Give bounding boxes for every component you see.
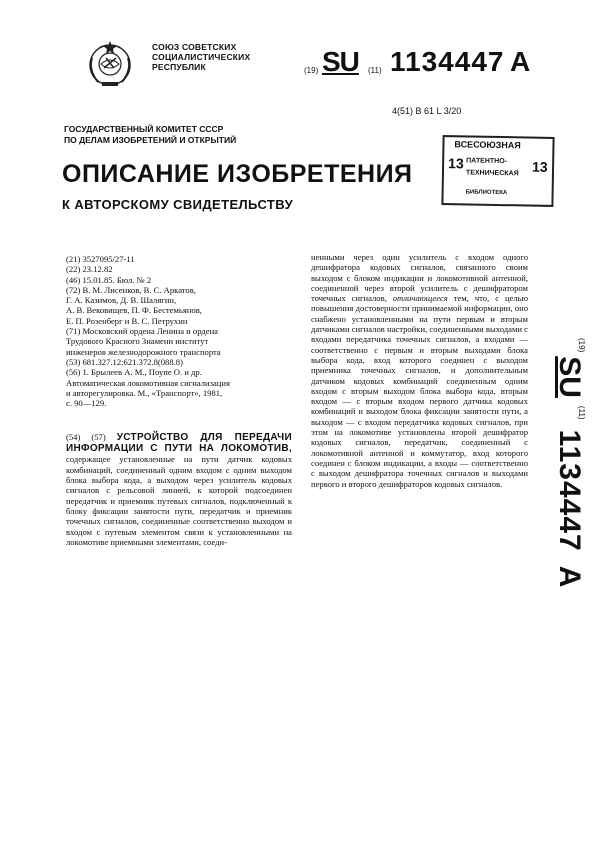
field-56-line-1: (56) 1. Брылеев А. М., Поупе О. и др. — [66, 367, 202, 378]
side-document-kind: A — [553, 565, 586, 588]
field-56-line-3: и авторегулировка. М., «Транспорт», 1981, — [66, 387, 223, 398]
country-name — [152, 42, 250, 72]
invention-title: УСТРОЙСТВО ДЛЯ ПЕРЕДАЧИ ИНФОРМАЦИИ С ПУТИ НА ЛОКОМОТИВ, — [66, 432, 292, 455]
committee-name — [64, 124, 236, 146]
bibliographic-data — [66, 254, 292, 408]
field-71-line-1: (71) Московский ордена Ленина и ордена — [66, 326, 218, 337]
field-72-line-4: Е. П. Розенберг и В. С. Петрухин — [66, 315, 188, 326]
field-72-line-3: А. В. Вековищев, П. Ф. Бестемьянов, — [66, 305, 202, 316]
patent-number: 1134447 — [390, 46, 505, 77]
left-column — [66, 254, 292, 547]
document-subtitle: К АВТОРСКОМУ СВИДЕТЕЛЬСТВУ — [62, 197, 294, 212]
field-21: (21) 3527095/27-11 — [66, 254, 135, 264]
stamp-line-2: ПАТЕНТНО- — [466, 157, 508, 166]
country-line-3: РЕСПУБЛИК — [152, 62, 206, 72]
field-72-line-2: Г. А. Казимов, Д. В. Шалягин, — [66, 295, 177, 306]
document-kind: A — [510, 46, 531, 77]
ipc-classification: 4(51) B 61 L 3/20 — [392, 106, 462, 116]
claim-text-right-a: ненными через один усилитель с входом одного дешифратора кодовых сигналов, связанного своим выходом с блоком индикации и локомотивной антенной, соединенной через второй усилитель с дешифратором точечных сигналов, — [311, 252, 528, 304]
field-56-line-4: с. 90—129. — [66, 398, 107, 409]
document-title: ОПИСАНИЕ ИЗОБРЕТЕНИЯ — [62, 160, 413, 188]
ussr-emblem-icon — [84, 38, 136, 90]
committee-line-1: ГОСУДАРСТВЕННЫЙ КОМИТЕТ СССР — [64, 124, 224, 134]
field-71-line-3: инженеров железнодорожного транспорта — [66, 346, 221, 357]
claim-distinguishing-word: отличающееся — [392, 293, 448, 304]
claim-codes: (54) (57) — [66, 432, 106, 443]
library-stamp — [441, 135, 554, 207]
field-72-line-1: (72) В. М. Лисенков, В. С. Аркатов, — [66, 284, 196, 295]
side-code-11: (11) — [577, 405, 586, 420]
claim-text-left: содержащее установленные на пути датчик кодовых комбинаций, соединенный одним входом с одним выходом блока выбора кода, а выходом через усилитель кодовых сигналов с рельсовой линией, к которой подсоединен передатчик и приемник путевых сигналов, подключенный к блоку фиксации занятости пути, передатчик и приемник точечных сигналов, соединенные соответственно выходом и входом с путевым элементом связи к установленными на локомотиве приемными элементами, соеди- — [66, 454, 292, 547]
committee-line-2: ПО ДЕЛАМ ИЗОБРЕТЕНИЙ И ОТКРЫТИЙ — [64, 135, 237, 145]
side-code-19: (19) — [577, 338, 586, 353]
side-patent-number — [546, 338, 586, 678]
stamp-number-left: 13 — [447, 155, 464, 172]
su-code: SU — [322, 46, 359, 77]
side-patent-number-text — [552, 338, 586, 587]
claim-left — [66, 432, 292, 547]
field-46: (46) 15.01.85. Бюл. № 2 — [66, 274, 152, 285]
claim-text-right-b: тем, что, с целью повышения достоверности принимаемой информации, оно снабжено установленными на пути первым и вторым датчиками сигналов настройки, соединенными выходами с входами передатчика точечных сигналов, а входами — соответственно с первым и вторым выходами блока выбора кода, вход которого соединен с выходом приемника точечных сигналов, и дополнительным датчиком кодовых комбинаций соединенным одним входом с вторым выходом блока выбора кода, вторым входом — с вторым входом первого датчика кодовых комбинаций и выходом блока фиксации занятости пути, а выходом — с входом передатчика кодовых сигналов, при этом на локомотиве установлены второй дешифратор кодовых сигналов, передатчик, соединенный с локомотивной антенной и коммутатор, вход которого соединен с блоком индикации, а входы — соответственно с выходом дешифратора точечных сигналов и выходами первого и второго дешифраторов кодовых сигналов. — [311, 293, 528, 489]
code-11: (11) — [368, 66, 382, 75]
stamp-line-4: БИБЛИОТЕКА — [465, 189, 508, 197]
country-line-1: СОЮЗ СОВЕТСКИХ — [152, 42, 237, 52]
field-71-line-2: Трудового Красного Знамени институт — [66, 336, 209, 347]
right-column — [311, 252, 528, 489]
field-56-line-2: Автоматическая локомотивная сигнализация — [66, 377, 230, 388]
code-19: (19) — [304, 66, 319, 75]
patent-number-block — [304, 46, 594, 86]
stamp-line-1: ВСЕСОЮЗНАЯ — [454, 139, 521, 151]
side-patent-number-value: 1134447 — [553, 429, 586, 552]
country-line-2: СОЦИАЛИСТИЧЕСКИХ — [152, 52, 251, 62]
side-su-code: SU — [553, 356, 586, 398]
stamp-line-3: ТЕХНИЧЕСКАЯ — [465, 169, 519, 178]
stamp-number-right: 13 — [531, 158, 548, 175]
field-22: (22) 23.12.82 — [66, 264, 113, 275]
field-53: (53) 681.327.12:621.372.8(088.8) — [66, 356, 183, 367]
